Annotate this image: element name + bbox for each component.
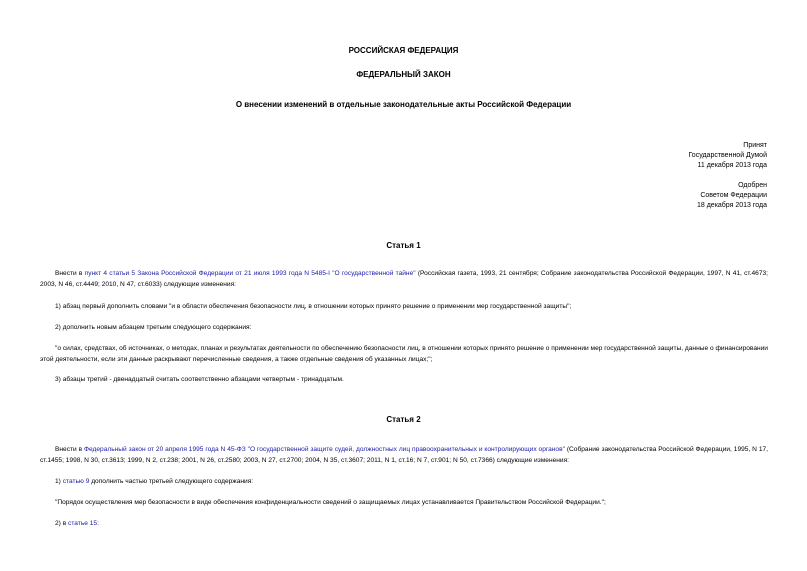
document-title: О внесении изменений в отдельные законодательные акты Российской Федерации xyxy=(235,100,572,109)
law-state-secret-link[interactable]: пункт 4 статьи 5 Закона Российской Федерации от 21 июля 1993 года N 5485-I "О государственной тайне" xyxy=(84,270,416,277)
article-2-paragraph-1 xyxy=(40,445,768,466)
accepted-line-3: 11 декабря 2013 года xyxy=(697,162,767,169)
approved-line-3: 18 декабря 2013 года xyxy=(696,202,767,209)
article-2-paragraph-3: "Порядок осуществления мер безопасности в виде обеспечения конфиденциальности сведений о защищаемых лицах устанавливается Правительством Российской Федерации."; xyxy=(55,499,606,506)
country-heading: РОССИЙСКАЯ ФЕДЕРАЦИЯ xyxy=(348,46,459,55)
article-2-paragraph-4 xyxy=(40,519,768,530)
approved-line-2: Советом Федерации xyxy=(700,192,767,199)
approved-line-1: Одобрен xyxy=(738,182,767,189)
approval-block xyxy=(567,181,767,211)
article-1-paragraph-3: 2) дополнить новым абзацем третьим следующего содержания: xyxy=(55,324,252,331)
article-2-p4-pre: 2) в xyxy=(55,520,69,527)
article-2-paragraph-2 xyxy=(40,477,768,488)
article-15-link[interactable]: статье 15 xyxy=(68,520,98,527)
adoption-block xyxy=(567,141,767,171)
article-1-paragraph-4: "о силах, средствах, об источниках, о методах, планах и результатах деятельности по обеспечению безопасности лиц, в отношении которых принято решение о применении мер государственной защиты, данные о финансировании этой деятельности, если эти данные раскрывают перечисленные сведения, а также отдельные сведения об указанных лицах;"; xyxy=(40,345,768,363)
accepted-line-1: Принят xyxy=(743,142,767,149)
article-1-heading: Статья 1 xyxy=(386,241,421,250)
article-1-paragraph-1 xyxy=(40,269,768,290)
article-1-p1-pre: Внести в xyxy=(55,270,85,277)
article-1-p1-post: (Российская газета, 1993, 21 сентября; Собрание законодательства Российской Федерации, 1997, N 41, ст.4673; 2003, N 46, ст.4449; 2010, N 47, ст.6033) следующие изменения: xyxy=(40,270,769,288)
article-2-p2-post: дополнить частью третьей следующего содержания: xyxy=(89,478,254,485)
doc-type-heading: ФЕДЕРАЛЬНЫЙ ЗАКОН xyxy=(356,70,451,79)
accepted-line-2: Государственной Думой xyxy=(688,152,767,159)
federal-law-45-fz-link[interactable]: Федеральный закон от 20 апреля 1995 года N 45-ФЗ "О государственной защите судей, должностных лиц правоохранительных и контролирующих органов" xyxy=(84,446,565,453)
article-1-paragraph-2: 1) абзац первый дополнить словами "и в области обеспечения безопасности лиц, в отношении которых принято решение о применении мер государственной защиты"; xyxy=(55,303,572,310)
article-2-heading: Статья 2 xyxy=(386,415,421,424)
article-2-p2-pre: 1) xyxy=(55,478,63,485)
article-9-link[interactable]: статью 9 xyxy=(62,478,90,485)
article-2-p1-pre: Внести в xyxy=(55,446,84,453)
article-2-p4-post: : xyxy=(97,520,99,527)
article-2-p1-post: (Собрание законодательства Российской Федерации, 1995, N 17, ст.1455; 1998, N 30, ст.3613; 1999, N 2, ст.238; 2001, N 26, ст.2580; 2003, N 27, ст.2700; 2004, N 35, ст.3607; 2011, N 1, ст.16; N 7, ст.901; N 50, ст.7366) следующие изменения: xyxy=(40,446,768,464)
article-1-paragraph-5: 3) абзацы третий - двенадцатый считать соответственно абзацами четвертым - тринадцатым. xyxy=(55,376,344,383)
